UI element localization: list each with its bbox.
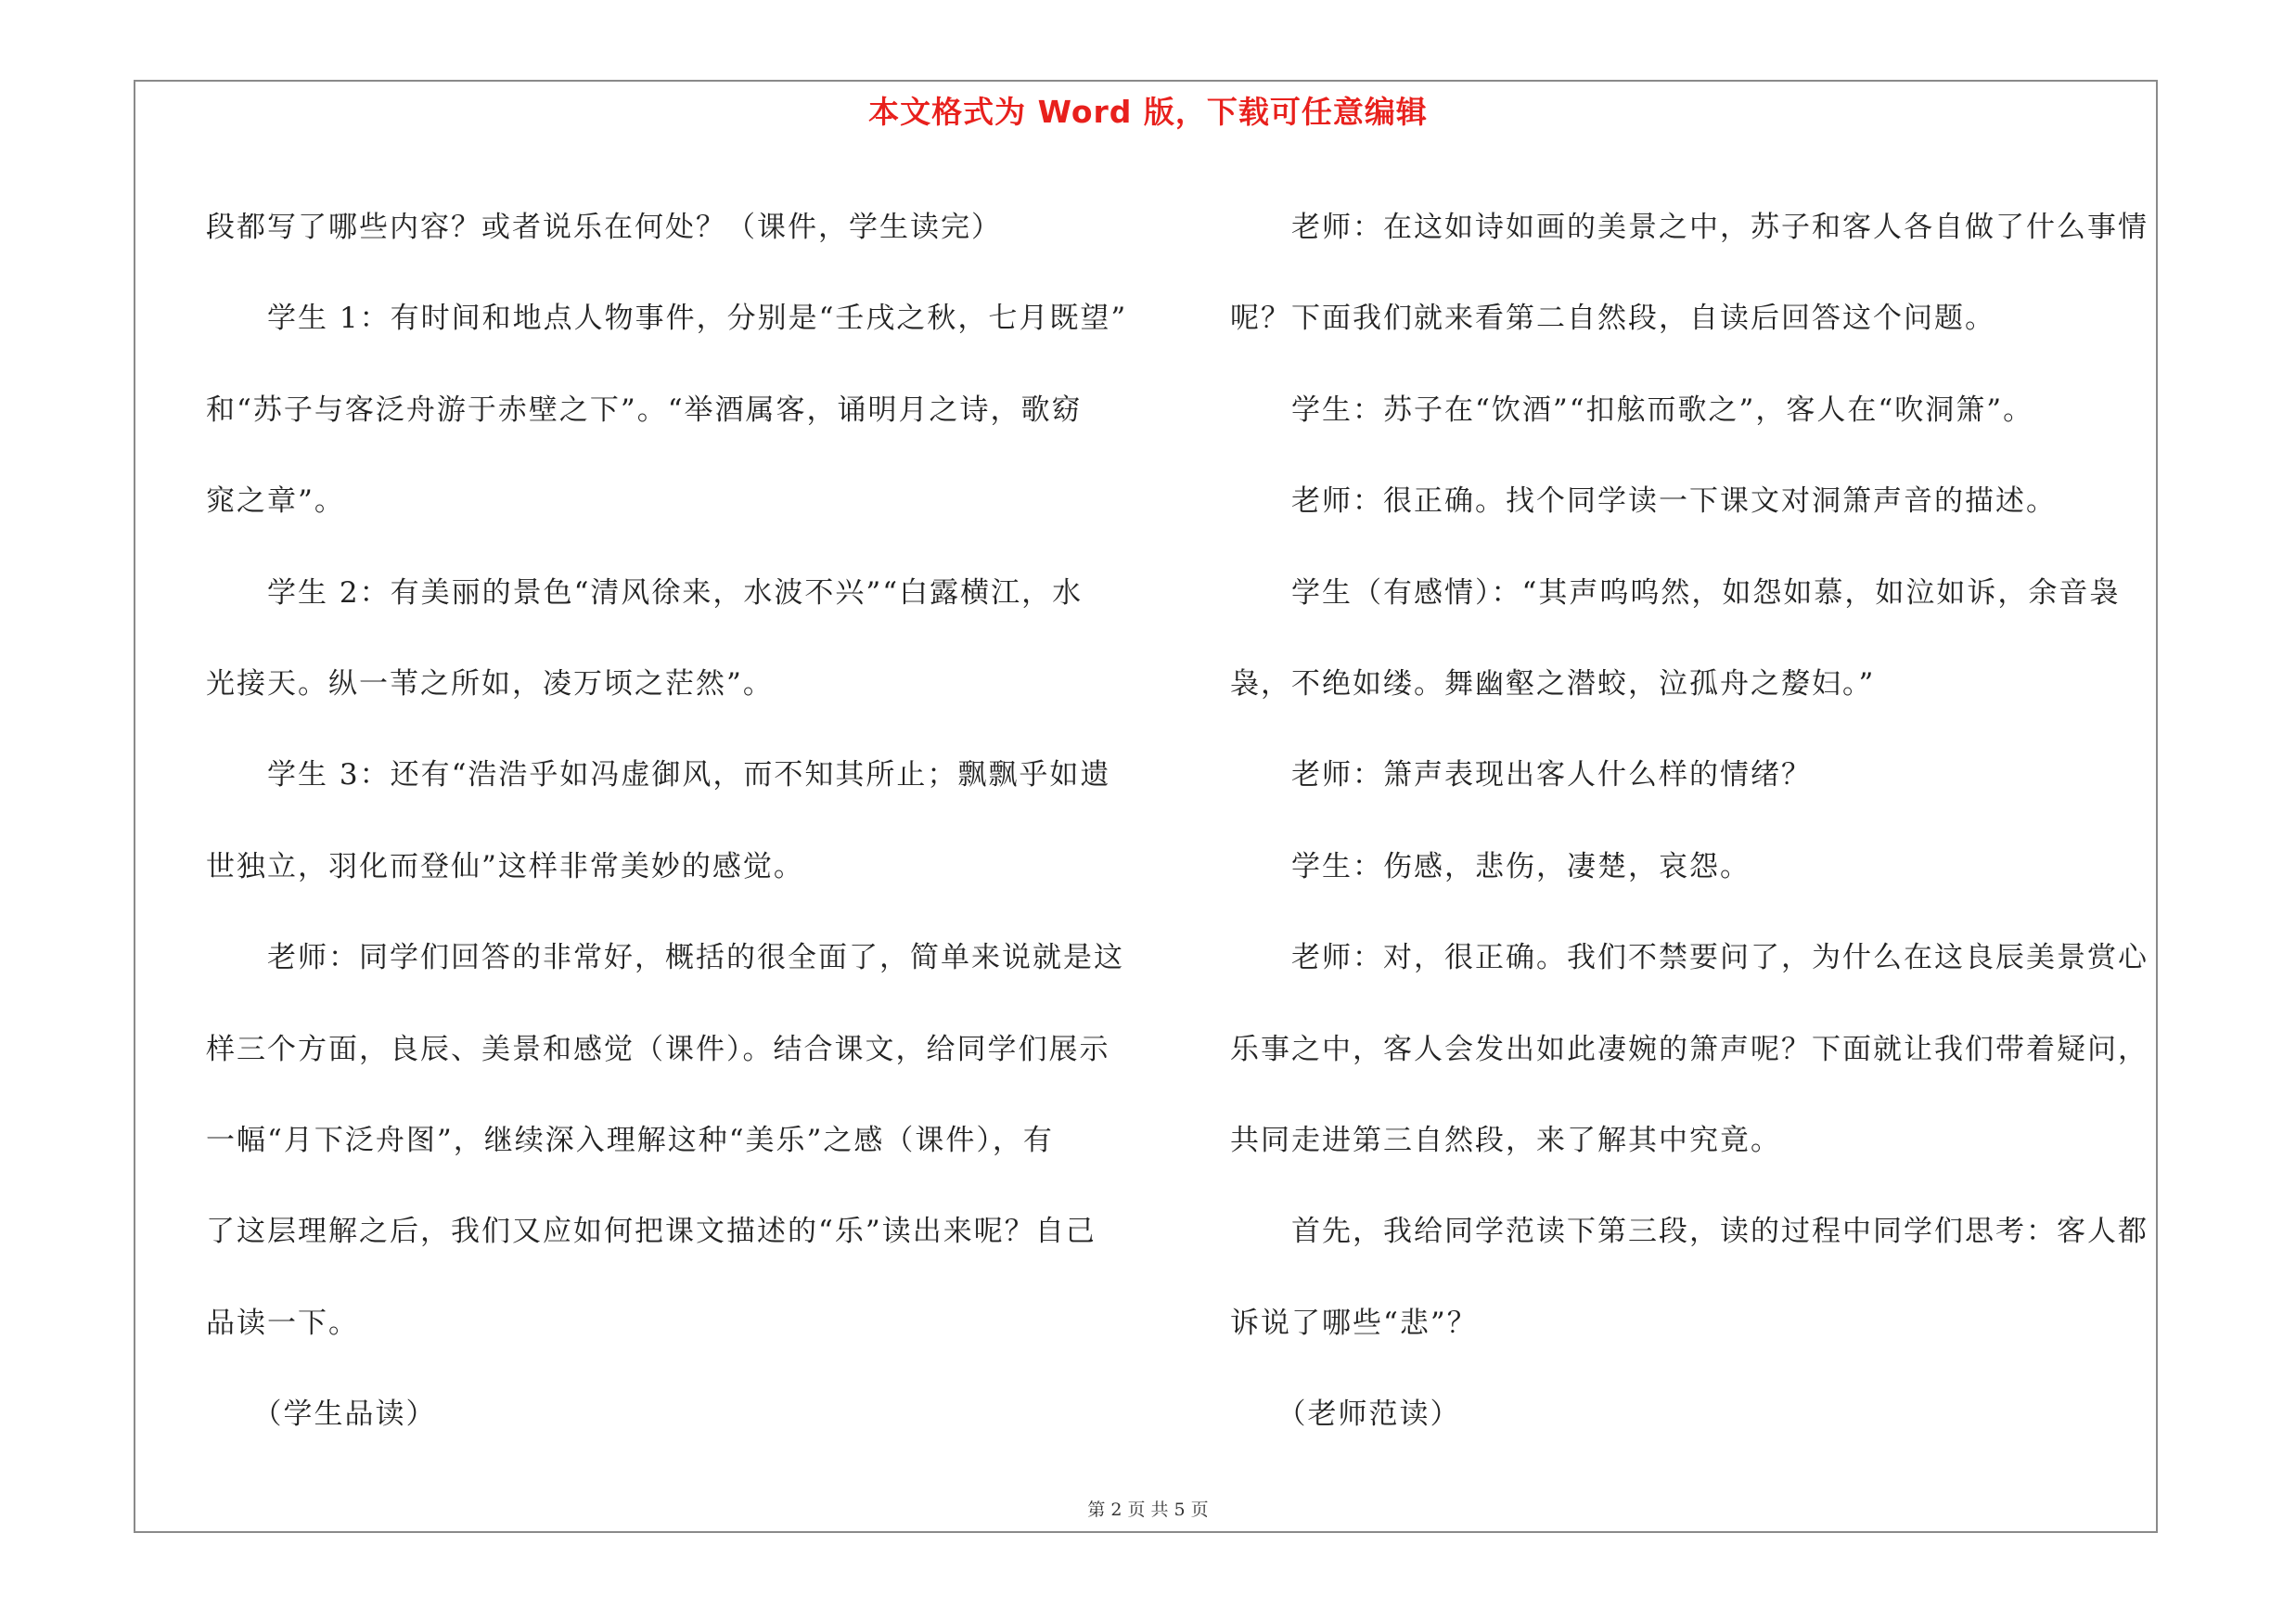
text-line: 学生：苏子在“饮酒”“扣舷而歌之”，客人在“吹洞箫”。 [1230, 393, 2034, 427]
word-format-banner: 本文格式为 Word 版，下载可任意编辑 [868, 94, 1428, 130]
text-line: 呢？下面我们就来看第二自然段，自读后回答这个问题。 [1230, 302, 1995, 336]
text-line: 样三个方面，良辰、美景和感觉（课件）。结合课文，给同学们展示 [206, 1032, 1110, 1066]
page-number-footer: 第 2 页 共 5 页 [1087, 1500, 1209, 1520]
text-line: 学生 1：有时间和地点人物事件，分别是“壬戌之秋，七月既望” [206, 302, 1128, 336]
text-line: 共同走进第三自然段，来了解其中究竟。 [1230, 1123, 1781, 1157]
text-line: 和“苏子与客泛舟游于赤壁之下”。“举酒属客，诵明月之诗，歌窈 [206, 393, 1083, 427]
text-line: 光接天。纵一苇之所如，凌万顷之茫然”。 [206, 666, 774, 701]
text-line: 学生（有感情）：“其声呜呜然，如怨如慕，如泣如诉，余音袅 [1230, 575, 2121, 610]
text-line: 老师：在这如诗如画的美景之中，苏子和客人各自做了什么事情 [1230, 211, 2148, 244]
text-line: 一幅“月下泛舟图”，继续深入理解这种“美乐”之感（课件），有 [206, 1123, 1054, 1157]
text-line: 学生 2：有美丽的景色“清风徐来，水波不兴”“白露横江，水 [206, 575, 1084, 610]
text-line: （学生品读） [206, 1398, 437, 1432]
text-line: 首先，我给同学范读下第三段，读的过程中同学们思考：客人都 [1230, 1215, 2148, 1249]
left-text-column [206, 182, 1127, 1460]
text-line: 世独立，羽化而登仙”这样非常美妙的感觉。 [206, 849, 804, 883]
text-line: 了这层理解之后，我们又应如何把课文描述的“乐”读出来呢？自己 [206, 1215, 1097, 1249]
text-line: 学生 3：还有“浩浩乎如冯虚御风，而不知其所止；飘飘乎如遗 [206, 758, 1111, 792]
text-line: 段都写了哪些内容？或者说乐在何处？（课件，学生读完） [206, 211, 1002, 244]
text-line: 诉说了哪些“悲”？ [1230, 1306, 1478, 1340]
right-text-column [1230, 182, 2148, 1460]
text-line: 学生：伤感，悲伤，凄楚，哀怨。 [1230, 849, 1751, 883]
text-line: 窕之章”。 [206, 484, 345, 519]
text-line: 老师：箫声表现出客人什么样的情绪？ [1230, 758, 1812, 792]
text-line: 老师：对，很正确。我们不禁要问了，为什么在这良辰美景赏心 [1230, 941, 2148, 975]
text-line: 老师：同学们回答的非常好，概括的很全面了，简单来说就是这 [206, 941, 1124, 975]
text-line: 袅，不绝如缕。舞幽壑之潜蛟，泣孤舟之嫠妇。” [1230, 666, 1876, 701]
text-line: 品读一下。 [206, 1306, 359, 1340]
text-line: （老师范读） [1230, 1398, 1461, 1432]
text-line: 乐事之中，客人会发出如此凄婉的箫声呢？下面就让我们带着疑问， [1230, 1032, 2148, 1066]
text-line: 老师：很正确。找个同学读一下课文对洞箫声音的描述。 [1230, 484, 2057, 519]
